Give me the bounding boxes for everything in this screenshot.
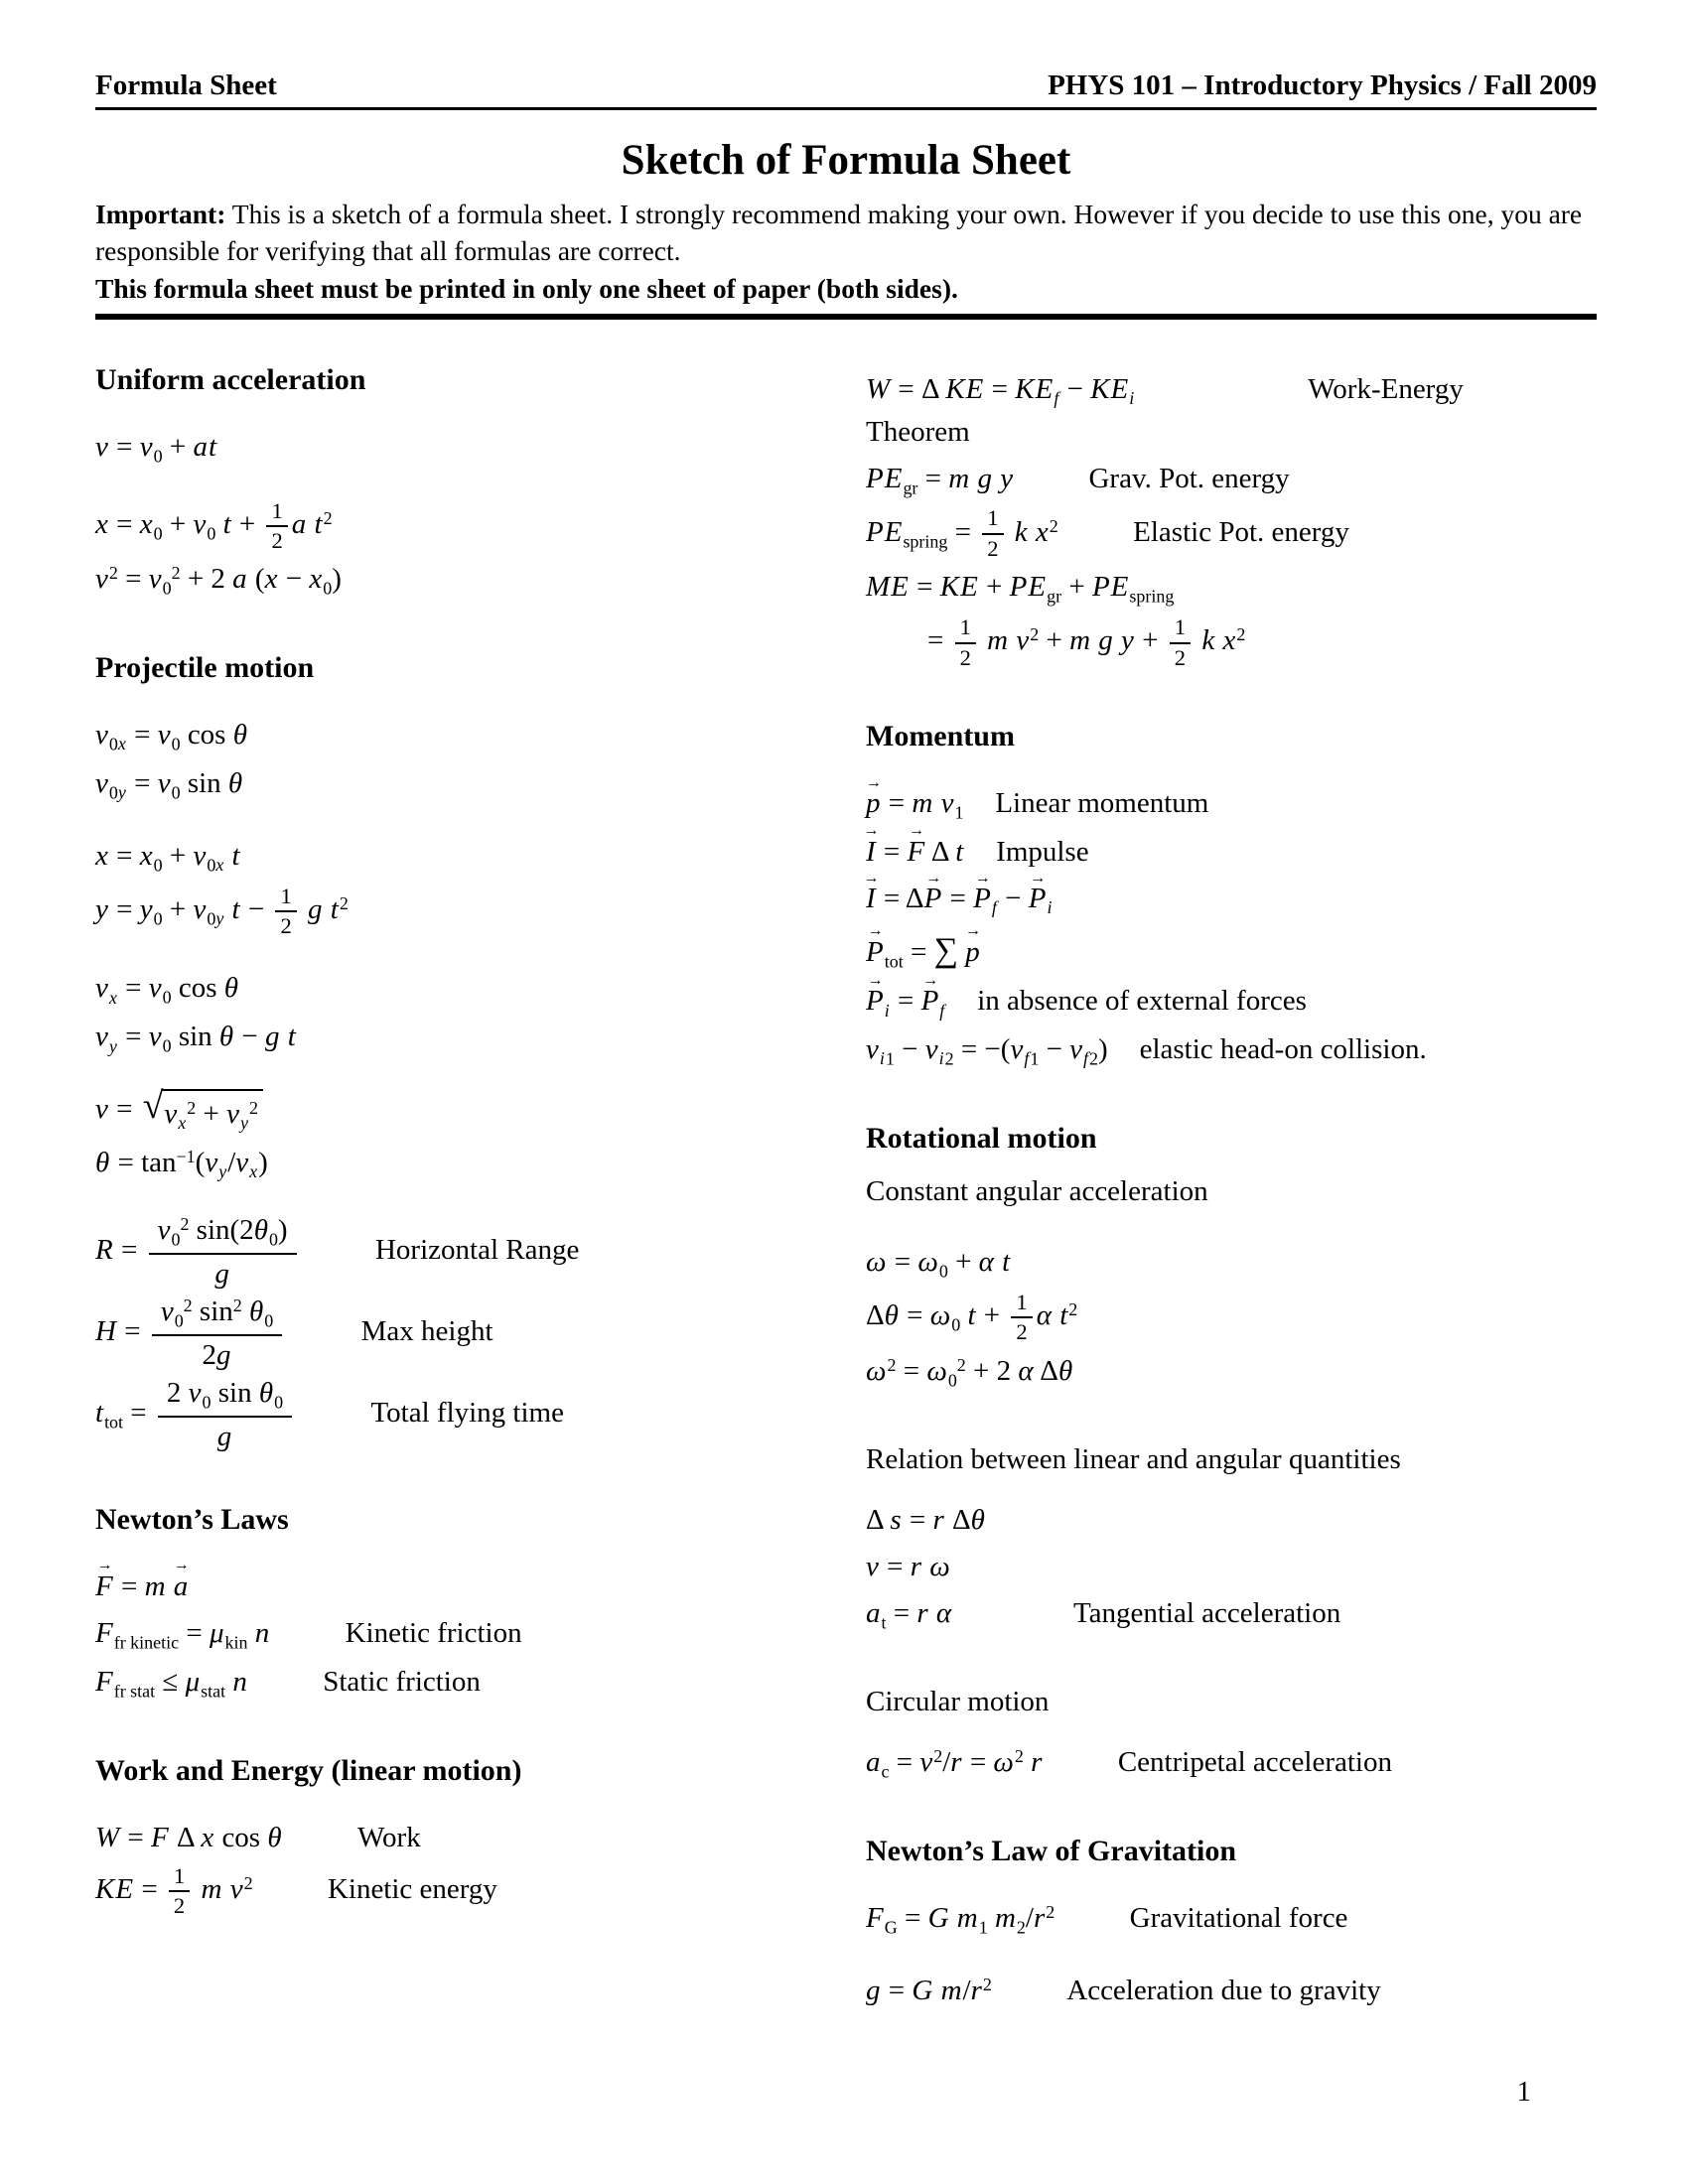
formula: $x = x_0 + v_{0x}$ t [95, 839, 240, 876]
formula: KE = $\frac{1}{2}$ m $v^2$ [95, 1862, 253, 1919]
formula-row [95, 1017, 792, 1059]
formula: $v_y = v_0$ sin θ − g t [95, 1021, 296, 1056]
formula: $PE_{spring}$ = $\frac{1}{2}$ k $x^2$ [866, 505, 1058, 561]
formula-label: Static friction [323, 1665, 481, 1698]
radical-sign: √ [142, 1085, 164, 1128]
formula-row [866, 1500, 1539, 1541]
formula-label: Total flying time [370, 1397, 564, 1430]
formula-label: Linear momentum [995, 786, 1209, 819]
formula-row [866, 567, 1539, 610]
formula: Δ s = r Δθ [866, 1503, 985, 1536]
print-note: This formula sheet must be printed in only one sheet of paper (both sides). [95, 272, 958, 304]
section-heading: Projectile motion [95, 651, 315, 685]
formula: $t_{tot}$ = $\frac{2 v_0 \sin \theta_0}{g}$ [95, 1397, 296, 1429]
formula-row [866, 1971, 1539, 2011]
sub-heading: Circular motion [866, 1685, 1050, 1717]
formula: I → = F → Δ t [866, 836, 964, 868]
section-momentum [866, 720, 1539, 1072]
vector-arrow: I → [866, 832, 877, 873]
formula-row [95, 1818, 792, 1858]
section-heading: Rotational motion [866, 1121, 1097, 1155]
formula: v = √ $v_x^2 + v_y^2$ [95, 1093, 263, 1125]
formula-row [95, 427, 792, 470]
formula: v = r ω [866, 1550, 950, 1582]
vector-arrow: P → [924, 879, 943, 919]
formula: W = Δ KE = $KE_f - KE_i$ [866, 372, 1135, 408]
formula-label: Tangential acceleration [1072, 1597, 1341, 1630]
formula-label: Acceleration due to gravity [1066, 1974, 1381, 2006]
formula-label: Horizontal Range [374, 1234, 580, 1267]
formula-label: Work-Energy Theorem [866, 372, 1464, 448]
important-label: Important: [95, 199, 226, 229]
formula-row [866, 1547, 1539, 1587]
sub-heading: Relation between linear and angular quantities [866, 1442, 1401, 1475]
formula: $v_{0y} = v_0$ sin θ [95, 766, 243, 803]
formula: W = F Δ x cos θ [95, 1821, 282, 1853]
formula-label: Grav. Pot. energy [1088, 462, 1290, 494]
formula: $v_{i1} - v_{i2} = -(v_{f1} - v_{f2})$ [866, 1033, 1108, 1069]
header-right-course: PHYS 101 – Introductory Physics / Fall 2009 [1048, 69, 1597, 101]
formula: F → = m a → [95, 1570, 189, 1602]
formula-row [866, 879, 1539, 921]
section-heading: Momentum [866, 719, 1015, 752]
formula: $F_G = G$ $m_1$ $m_2/r^2$ [866, 1901, 1055, 1938]
vector-arrow: p → [866, 783, 882, 824]
formula-row [95, 1378, 792, 1453]
section-divider-rule [95, 314, 1597, 320]
vector-arrow: P → [1029, 879, 1048, 919]
formula: = $\frac{1}{2}$ m $v^2 + m$ g y + $\frac{1}{2}$ k $x^2$ [927, 614, 1246, 670]
formula-row [866, 832, 1539, 873]
formula: $a_t = r$ α [866, 1597, 952, 1633]
formula-row [95, 1613, 792, 1656]
formula-row [95, 1143, 792, 1185]
vector-arrow: F → [95, 1567, 114, 1607]
formula-row [866, 1029, 1539, 1072]
vector-arrow: a → [174, 1567, 190, 1607]
formula: $\theta = \tan^{-1}(v_y/v_x)$ [95, 1146, 268, 1182]
columns [95, 363, 1597, 2017]
formula: $F_{fr stat} \le \mu_{stat}$ n [95, 1665, 247, 1701]
formula-label: elastic head-on collision. [1139, 1033, 1427, 1066]
formula: $v_x = v_0$ cos θ [95, 972, 238, 1008]
formula-row [927, 615, 1539, 670]
formula-row [866, 1351, 1539, 1394]
formula: $v = v_0$ + at [95, 430, 217, 466]
formula-row [95, 499, 792, 554]
column-right [866, 363, 1539, 2017]
vector-arrow: p → [965, 932, 981, 973]
formula: p → = m $v_1$ [866, 787, 963, 819]
formula-label: Centripetal acceleration [1117, 1746, 1392, 1779]
formula: ME = KE + $PE_{gr} + PE_{spring}$ [866, 571, 1175, 607]
formula: g = G $m/r^2$ [866, 1974, 992, 2006]
header-left-title: Formula Sheet [95, 69, 277, 101]
formula: $x = x_0 + v_0$ t + $\frac{1}{2}$ a $t^2$ [95, 497, 333, 553]
formula: $a_c = v^2/r = \omega^2$ r [866, 1746, 1043, 1782]
formula-row [95, 1215, 792, 1291]
formula-row [866, 369, 1539, 453]
sub-heading: Constant angular acceleration [866, 1174, 1208, 1207]
vector-arrow: I → [866, 879, 877, 919]
formula-row [95, 1297, 792, 1372]
formula: $PE_{gr} = m$ g y [866, 462, 1014, 497]
formula: $v_{0x} = v_0$ cos θ [95, 719, 247, 754]
formula-row [95, 559, 792, 602]
formula: $F_{fr kinetic} = \mu_{kin}$ n [95, 1616, 270, 1653]
formula-label: Max height [360, 1315, 493, 1348]
formula-row [95, 968, 792, 1011]
summation-sign: ∑ [933, 931, 958, 969]
vector-arrow: P → [866, 981, 885, 1022]
formula: I → = ΔP → = $P \to_f - P \to_i$ [866, 883, 1053, 914]
formula-row [95, 885, 792, 939]
formula-row [866, 506, 1539, 561]
section-untitled [866, 369, 1539, 670]
formula-row [95, 1085, 792, 1137]
section-newton-s-law-of-gravitation [866, 1835, 1539, 2011]
formula-label: Kinetic friction [345, 1616, 522, 1649]
section-work-and-energy-linear-motion [95, 1754, 792, 1919]
formula-label: in absence of external forces [977, 985, 1307, 1018]
formula-row [866, 1898, 1539, 1941]
formula-row [866, 981, 1539, 1024]
formula: R = $\frac{v_0^2 \sin(2\theta_0)}{g}$ [95, 1234, 301, 1266]
formula: $y = y_0 + v_{0y}$ t − $\frac{1}{2}$ g $t^2$ [95, 883, 349, 939]
vector-arrow: P → [866, 932, 885, 973]
formula: $\omega = \omega_0 + \alpha$ t [866, 1246, 1011, 1282]
formula-row [866, 1242, 1539, 1285]
formula: $\Delta\theta = \omega_0$ t + $\frac{1}{2}$ α $t^2$ [866, 1289, 1078, 1345]
section-projectile-motion [95, 651, 792, 1453]
formula-label: Kinetic energy [327, 1872, 497, 1905]
formula: $P \to_{tot}$ = ∑ p → [866, 936, 981, 968]
formula-label: Elastic Pot. energy [1133, 515, 1349, 548]
formula-row [866, 927, 1539, 976]
section-newton-s-laws [95, 1503, 792, 1705]
formula-label: Gravitational force [1129, 1901, 1348, 1934]
vector-arrow: P → [973, 879, 992, 919]
formula: $P \to_i = P \to_f$ [866, 985, 945, 1017]
formula-row [95, 1864, 792, 1919]
formula-row [866, 1742, 1539, 1785]
formula: $\omega^2 = \omega_0^2 + 2$ α Δθ [866, 1354, 1073, 1391]
formula-row [95, 1662, 792, 1705]
section-heading: Work and Energy (linear motion) [95, 1753, 522, 1787]
important-text: This is a sketch of a formula sheet. I strongly recommend making your own. However if you decide to use this one, you are responsible for verifying that all formulas are correct. [95, 199, 1583, 266]
formula-row [95, 763, 792, 806]
formula-row [866, 1291, 1539, 1345]
column-left [95, 363, 792, 2017]
formula-row [866, 783, 1539, 826]
vector-arrow: F → [908, 832, 926, 873]
formula-row [866, 459, 1539, 501]
formula-row [95, 715, 792, 757]
formula-row [95, 1567, 792, 1607]
section-heading: Uniform acceleration [95, 362, 366, 396]
formula-row [866, 1593, 1539, 1636]
formula-row [95, 836, 792, 879]
page-number: 1 [1516, 2076, 1531, 2108]
formula: $v^2 = v_0^2 + 2$ a $(x - x_0)$ [95, 563, 342, 599]
page-header [95, 69, 1597, 110]
section-heading: Newton’s Laws [95, 1502, 289, 1536]
formula-label: Impulse [996, 835, 1089, 868]
section-uniform-acceleration [95, 363, 792, 602]
formula-label: Work [357, 1821, 421, 1853]
intro-paragraph [95, 197, 1597, 270]
page-title: Sketch of Formula Sheet [621, 137, 1071, 184]
formula: H = $\frac{v_0^2 \sin^2 \theta_0}{2g}$ [95, 1315, 286, 1347]
vector-arrow: P → [921, 981, 940, 1022]
section-rotational-motion [866, 1122, 1539, 1785]
section-heading: Newton’s Law of Gravitation [866, 1834, 1237, 1867]
